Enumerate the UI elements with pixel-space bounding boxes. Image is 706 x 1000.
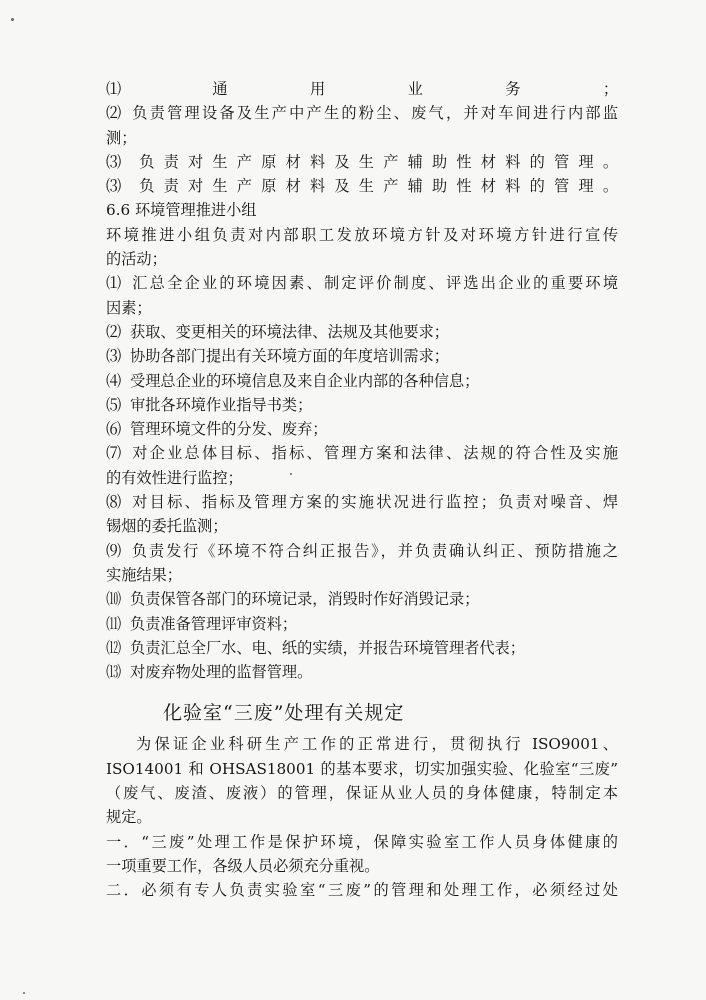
list-item-continuation: 实施结果； (106, 565, 182, 584)
list-item: ⑻ 对目标、指标及管理方案的实施状况进行监控；负责对噪音、焊 (106, 493, 618, 512)
section-intro-line: 环境推进小组负责对内部职工发放环境方针及对环境方针进行宣传 (106, 225, 618, 244)
list-item: ⒀ 对废弃物处理的监督管理。 (106, 663, 313, 682)
list-item-continuation: 的有效性进行监控； (106, 468, 243, 487)
paragraph-line: 为保证企业科研生产工作的正常进行，贯彻执行 ISO9001、 (136, 735, 618, 754)
regulation-paragraph (106, 732, 618, 829)
paragraph-line: 规定。 (106, 808, 152, 827)
list-item: ⑹ 管理环境文件的分发、废弃； (106, 420, 328, 439)
scan-speck (11, 18, 14, 21)
paragraph-line: （废气、废渣、废液）的管理，保证从业人员的身体健康，特制定本 (106, 784, 618, 803)
list-item-continuation: 锡烟的委托监测； (106, 517, 228, 536)
list-item: ⑽ 负责保管各部门的环境记录，消毁时作好消毁记录； (106, 590, 480, 609)
section-duties-list (106, 77, 618, 198)
document-body (106, 77, 618, 903)
list-item: ⑵ 获取、变更相关的环境法律、法规及其他要求； (106, 322, 449, 341)
list-item: ⑶ 负责对生产原材料及生产辅助性材料的管理。 (106, 152, 618, 171)
list-item-continuation: 测； (106, 128, 137, 147)
list-item: ⑶ 负责对生产原材料及生产辅助性材料的管理。 (106, 177, 618, 196)
promotion-group-duties-list (106, 271, 618, 684)
list-item: ⑾ 负责准备管理评审资料； (106, 614, 298, 633)
list-item: ⑴ 通用业务； (106, 80, 618, 98)
list-item: ⑷ 受理总企业的环境信息及来自企业内部的各种信息； (106, 371, 480, 390)
list-item: ⑵ 负责管理设备及生产中产生的粉尘、废气，并对车间进行内部监 (106, 104, 618, 123)
clause-line: 一项重要工作，各级人员必须充分重视。 (106, 856, 380, 875)
list-item-continuation: 因素； (106, 298, 152, 317)
list-item: ⑴ 汇总全企业的环境因素、制定评价制度、评选出企业的重要环境 (106, 274, 618, 293)
paragraph-line: ISO14001 和 OHSAS18001 的基本要求，切实加强实验、化验室“三废” (106, 759, 618, 778)
section-intro-line: 的活动； (106, 250, 167, 269)
scan-speck (23, 992, 25, 994)
clause-line: 二．必须有专人负责实验室“三废”的管理和处理工作，必须经过处 (106, 881, 618, 900)
scan-speck (290, 473, 292, 475)
list-item: ⑿ 负责汇总全厂水、电、纸的实绩，并报告环境管理者代表； (106, 638, 525, 657)
regulation-clauses (106, 830, 618, 903)
list-item: ⑺ 对企业总体目标、指标、管理方案和法律、法规的符合性及实施 (106, 444, 618, 463)
section-heading: 6.6 环境管理推进小组 (106, 201, 257, 220)
regulation-title: 化验室“三废”处理有关规定 (163, 702, 405, 725)
list-item: ⑸ 审批各环境作业指导书类； (106, 395, 313, 414)
list-item: ⑼ 负责发行《环境不符合纠正报告》，并负责确认纠正、预防措施之 (106, 541, 618, 560)
list-item: ⑶ 协助各部门提出有关环境方面的年度培训需求； (106, 347, 449, 366)
clause-line: 一．“三废”处理工作是保护环境，保障实验室工作人员身体健康的 (106, 832, 618, 851)
